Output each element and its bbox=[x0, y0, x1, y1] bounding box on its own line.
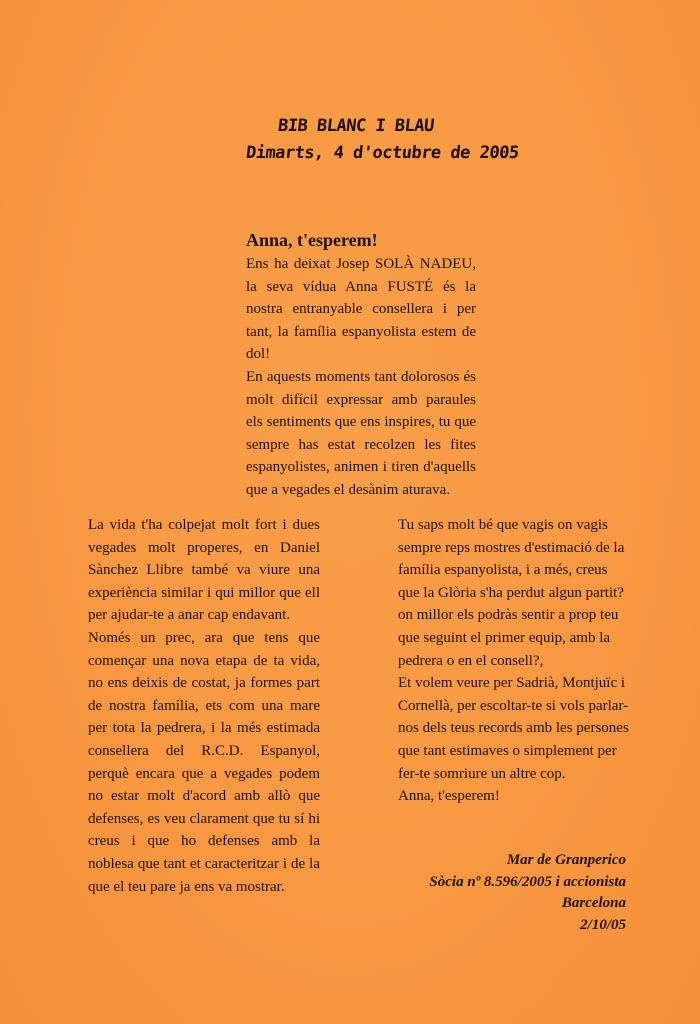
left-column-paragraph: La vida t'ha colpejat molt fort i dues vegades molt properes, en Daniel Sànchez Llibre també va viure una experiència similar i qui millor que ell per ajudar-te a anar cap endavant. bbox=[88, 517, 320, 624]
signature-name: Mar de Granperico bbox=[506, 852, 626, 868]
handwritten-date: Dimarts, 4 d'octubre de 2005 bbox=[244, 143, 520, 163]
intro-paragraph: Ens ha deixat Josep SOLÀ NADEU, la seva vídua Anna FUSTÉ és la nostra entranyable consellera i per tant, la família espanyolista estem de dol! bbox=[246, 256, 476, 363]
right-column bbox=[398, 514, 630, 808]
right-column-paragraph: Tu saps molt bé que vagis on vagis sempre reps mostres d'estimació de la família espanyolista, i a més, creus que la Glòria s'ha perdut algun partit? on millor els podràs sentir a prop teu que seguint el primer equip, amb la pedrera o en el consell?, bbox=[398, 517, 625, 669]
right-column-paragraph: Anna, t'esperem! bbox=[398, 788, 500, 805]
signature-city: Barcelona bbox=[561, 895, 626, 911]
article-intro bbox=[246, 253, 476, 502]
right-column-paragraph: Et volem veure per Sadrià, Montjuïc i Cornellà, per escoltar-te si vols parlar-nos dels teus records amb les persones que tant estimaves o simplement per fer-te somriure un altre cop. bbox=[398, 675, 629, 782]
signature-date: 2/10/05 bbox=[580, 916, 626, 933]
left-column-paragraph: Només un prec, ara que tens que començar una nova etapa de ta vida, no ens deixis de costat, ja formes part de nostra família, ets com una mare per tota la pedrera, i la més estimada consellera del R.C.D. Espanyol, perquè encara que a vegades podem no estar molt d'acord amb allò que defenses, es veu clarament que tu sí hi creus i que ho defenses amb la noblesa que tant et caracteritzar i de la que el teu pare ja ens va mostrar. bbox=[88, 629, 320, 895]
signature-block bbox=[380, 850, 626, 936]
signature-membership: Sòcia nº 8.596/2005 i accionista bbox=[429, 873, 626, 890]
handwritten-title: BIB BLANC I BLAU bbox=[276, 116, 435, 136]
intro-paragraph: En aquests moments tant dolorosos és molt difícil expressar amb paraules els sentiments que ens inspires, tu que sempre has estat recolzen les fites espanyolistes, animen i tiren d'aquells que a vegades el desànim aturava. bbox=[246, 368, 476, 498]
left-column bbox=[88, 514, 320, 898]
article-heading: Anna, t'esperem! bbox=[246, 230, 378, 250]
